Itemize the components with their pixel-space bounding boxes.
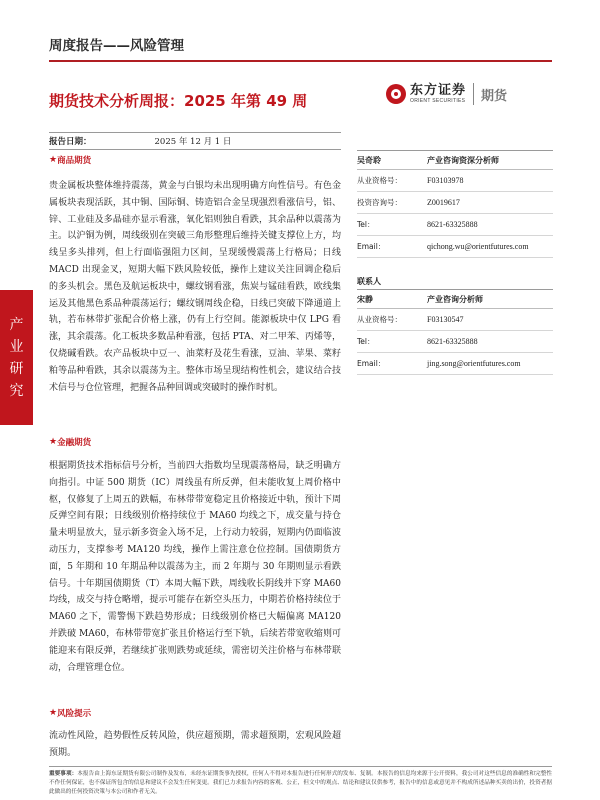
logo-name-en: ORIENT SECURITIES <box>410 97 466 104</box>
contact-value: 8621-63325888 <box>427 337 478 346</box>
report-title: 期货技术分析周报：2025 年第 49 周 <box>49 92 308 110</box>
contact-divider <box>357 150 553 151</box>
contact-group-title: 联系人 <box>357 276 381 286</box>
disclaimer-label: 重要事项： <box>49 771 78 777</box>
section-risk-text: 流动性风险，趋势假性反转风险，供应超预期，需求超预期，宏观风险超预期。 <box>49 731 341 758</box>
company-logo <box>386 82 507 106</box>
disclaimer <box>49 770 552 797</box>
section-commodity-text: 贵金属板块整体维持震荡，黄金与白银均未出现明确方向性信号。有色金属板块表现活跃，其中铜、国际铜、铸造铝合金呈现强烈看涨信号，铝、锌、工业硅及多晶硅亦显示看涨，氧化铝则独自看跌，其余品种以震荡为主。以沪铜为例，周线级别在突破三角形整理后维持关键支撑位上方，均线呈多头排列，但上行面临强阻力区间，呈现缓慢震荡上行格局；日线 MACD 出现金叉，短期大幅下跌风险较低，操作上建议关注回调企稳后的多头机会。黑色及航运板块中，螺纹钢看涨，焦炭与锰硅看跌，欧线集运及其他黑色系品种震荡运行；螺纹钢周线企稳，日线已突破下降通道上轨，若布林带扩张配合价格上涨，仍有上行空间。能源板块中仅 LPG 看涨，其余震荡。化工板块多数品种看涨，包括 PTA、对二甲苯、丙烯等，仅烧碱看跌。农产品板块中豆一、油菜籽及花生看涨，豆油、苹果、菜籽粕等品种看跌，其余以震荡为主。整体市场呈现结构性机会，建议结合技术信号与仓位管理，把握各品种回调或突破时的操作时机。 <box>49 181 341 393</box>
contact-title: 产业咨询分析师 <box>427 294 483 304</box>
contact-value[interactable]: qichong.wu@orientfutures.com <box>427 242 529 251</box>
contact-key: 投资咨询号： <box>357 198 402 207</box>
contact-value: F03130547 <box>427 315 464 324</box>
logo-icon <box>386 84 406 104</box>
side-tab-char: 研 <box>9 360 24 377</box>
contact-card-contact <box>357 291 553 375</box>
section-risk-title: 风险提示 <box>57 709 92 719</box>
contact-card-analyst <box>357 152 553 258</box>
logo-name-cn: 东方证券 <box>410 82 467 98</box>
side-tab-char: 究 <box>9 382 24 399</box>
section-commodity-title: 商品期货 <box>57 156 92 166</box>
logo-separator <box>473 83 474 105</box>
side-tab-industry-research <box>0 290 33 425</box>
header-divider <box>49 60 552 62</box>
report-date-row <box>49 132 341 150</box>
contact-value: 8621-63325888 <box>427 220 478 229</box>
disclaimer-text: 本报告由上海东证期货有限公司制作及发布，未经东证期货事先授权，任何人不得对本报告进行任何形式的发布、复制。本报告的信息均来源于公开资料，我公司对这些信息的准确性和完整性不作任何保证，也不保证所包含的信息和建议不会发生任何变更。我们已力求报告内容的客观、公正，但文中的观点、结论和建议仅供参考，报告中的信息或意见并不构成所述品种买卖的出价，投资者据此做出的任何投资决策与本公司和作者无关。 <box>49 771 552 795</box>
section-financial-heading <box>49 435 91 449</box>
footer-divider <box>49 766 552 767</box>
contact-key: 从业资格号： <box>357 315 402 324</box>
report-date-label: 报告日期： <box>49 137 92 147</box>
contact-name: 宋静 <box>357 294 373 304</box>
section-risk-heading <box>49 706 91 720</box>
contact-key: Email： <box>357 242 386 251</box>
contact-value: F03103978 <box>427 176 464 185</box>
star-icon: ★ <box>49 708 58 718</box>
contact-value: Z0019617 <box>427 198 460 207</box>
contact-key: Tel： <box>357 220 375 229</box>
logo-futures: 期货 <box>481 88 508 104</box>
contact-key: Email： <box>357 359 386 368</box>
side-tab-char: 产 <box>9 316 24 333</box>
header-title: 周度报告——风险管理 <box>49 38 184 54</box>
report-date-value: 2025 年 12 月 1 日 <box>154 137 232 147</box>
section-financial-text: 根据期货技术指标信号分析，当前四大指数均呈现震荡格局，缺乏明确方向指引。中证 500 期货（IC）周线虽有所反弹，但未能收复上周价格中枢，仅修复了上周五的跌幅，布林带带宽稳定且价格接近中轨，预计下周反弹空间有限；日线级别价格持续位于 MA60 均线之下，成交量与持仓量未明显放大，显示新多资金入场不足，上行动力较弱，短期内仍面临波动压力，支撑参考 MA120 均线，操作上需注意仓位控制。国债期货方面，5 年期和 10 年期品种以震荡为主，而 2 年期与 30 年期则显示看跌信号。十年期国债期货（T）本周大幅下跌，周线收长阴线并下穿 MA60 均线，成交与持仓略增，提示可能存在新空头压力，中期若价格持续位于 MA60 之下，需警惕下跌趋势形成；日线级别价格已大幅偏离 MA120 并跌破 MA60，布林带带宽扩张且价格运行至下轨，后续若带宽收缩则可能迎来有限反弹，若继续扩张则跌势或延续，需密切关注价格与布林带联动，合理管理仓位。 <box>49 461 341 673</box>
star-icon: ★ <box>49 437 58 447</box>
contact-title: 产业咨询资深分析师 <box>427 155 499 165</box>
contact-divider <box>357 289 553 290</box>
star-icon: ★ <box>49 155 58 165</box>
section-commodity-heading <box>49 153 91 167</box>
contact-name: 吴奇聆 <box>357 155 381 165</box>
contact-value[interactable]: jing.song@orientfutures.com <box>427 359 521 368</box>
contact-key: 从业资格号： <box>357 176 402 185</box>
side-tab-char: 业 <box>9 338 24 355</box>
contact-key: Tel： <box>357 337 375 346</box>
section-financial-title: 金融期货 <box>57 438 92 448</box>
